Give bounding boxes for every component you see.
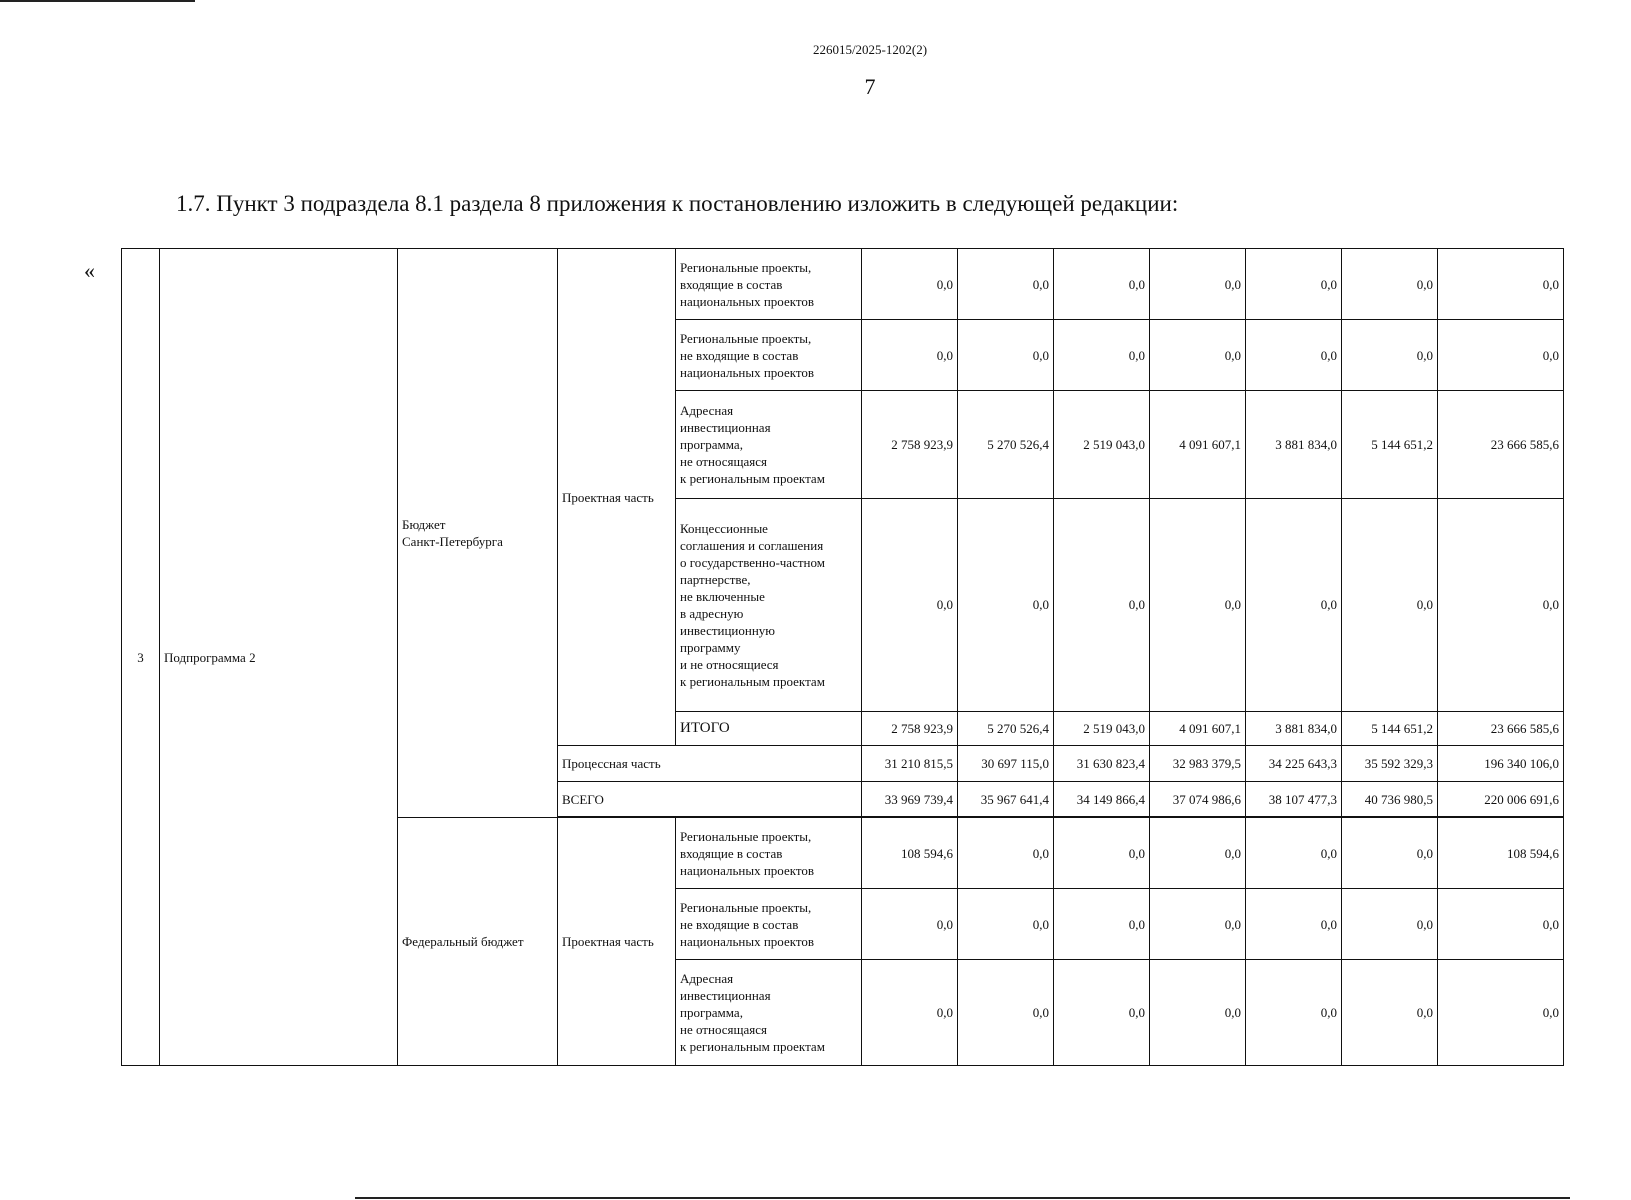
category-line: не относящаяся (680, 1022, 768, 1038)
budget-spb-line: Санкт-Петербурга (402, 534, 503, 550)
category-line: в адресную (680, 605, 744, 621)
category-line: программа, (680, 1005, 743, 1021)
category-line: соглашения и соглашения (680, 537, 824, 553)
value-cell: 0,0 (1342, 249, 1438, 320)
value-cell: 33 969 739,4 (862, 781, 958, 817)
value-cell: 5 144 651,2 (1342, 391, 1438, 499)
federal-project-part: Проектная часть (558, 818, 676, 1066)
scan-edge-bottom (355, 1197, 1570, 1199)
category-line: Региональные проекты, (680, 330, 812, 346)
value-cell: 0,0 (1438, 320, 1564, 391)
category-cell (676, 498, 862, 711)
total-label: ВСЕГО (558, 781, 862, 817)
value-cell: 4 091 607,1 (1150, 391, 1246, 499)
table-row (122, 249, 1564, 320)
category-line: Региональные проекты, (680, 828, 812, 844)
value-cell: 0,0 (1054, 498, 1150, 711)
category-cell (676, 320, 862, 391)
value-cell: 2 519 043,0 (1054, 391, 1150, 499)
value-cell: 0,0 (862, 249, 958, 320)
page-number: 7 (864, 74, 876, 99)
value-cell: 0,0 (958, 889, 1054, 960)
subtotal-label: ИТОГО (676, 711, 862, 746)
category-line: и не относящиеся (680, 656, 779, 672)
value-cell: 0,0 (1246, 498, 1342, 711)
value-cell: 0,0 (1054, 889, 1150, 960)
value-cell: 0,0 (1438, 249, 1564, 320)
value-cell: 0,0 (1246, 960, 1342, 1066)
category-line: Региональные проекты, (680, 259, 812, 275)
category-line: к региональным проектам (680, 673, 825, 689)
value-cell: 38 107 477,3 (1246, 781, 1342, 817)
value-cell: 0,0 (1150, 320, 1246, 391)
value-cell: 2 519 043,0 (1054, 711, 1150, 746)
value-cell: 196 340 106,0 (1438, 746, 1564, 782)
value-cell: 0,0 (1246, 818, 1342, 889)
value-cell: 0,0 (1150, 498, 1246, 711)
value-cell: 0,0 (1150, 889, 1246, 960)
category-line: национальных проектов (680, 364, 815, 380)
category-line: национальных проектов (680, 862, 815, 878)
budget-spb (398, 249, 558, 818)
category-line: инвестиционная (680, 419, 771, 435)
value-cell: 108 594,6 (1438, 818, 1564, 889)
value-cell: 3 881 834,0 (1246, 711, 1342, 746)
category-line: программа, (680, 436, 743, 452)
category-line: не входящие в состав (680, 347, 799, 363)
program-name: Подпрограмма 2 (160, 249, 398, 1066)
value-cell: 0,0 (958, 960, 1054, 1066)
value-cell: 3 881 834,0 (1246, 391, 1342, 499)
value-cell: 0,0 (1054, 818, 1150, 889)
value-cell: 0,0 (1054, 320, 1150, 391)
value-cell: 23 666 585,6 (1438, 391, 1564, 499)
value-cell: 32 983 379,5 (1150, 746, 1246, 782)
value-cell: 4 091 607,1 (1150, 711, 1246, 746)
value-cell: 0,0 (1438, 498, 1564, 711)
value-cell: 5 270 526,4 (958, 711, 1054, 746)
value-cell: 0,0 (958, 249, 1054, 320)
value-cell: 34 149 866,4 (1054, 781, 1150, 817)
category-line: Концессионные (680, 520, 768, 536)
budget-table (121, 248, 1564, 1066)
spb-project-part: Проектная часть (558, 249, 676, 746)
category-line: к региональным проектам (680, 1039, 825, 1055)
budget-federal: Федеральный бюджет (398, 818, 558, 1066)
value-cell: 0,0 (958, 320, 1054, 391)
category-line: не входящие в состав (680, 916, 799, 932)
scan-edge-top (0, 0, 195, 2)
value-cell: 2 758 923,9 (862, 391, 958, 499)
value-cell: 0,0 (1342, 320, 1438, 391)
value-cell: 23 666 585,6 (1438, 711, 1564, 746)
category-line: инвестиционную (680, 622, 776, 638)
value-cell: 0,0 (1246, 249, 1342, 320)
value-cell: 220 006 691,6 (1438, 781, 1564, 817)
category-line: Региональные проекты, (680, 899, 812, 915)
value-cell: 0,0 (862, 320, 958, 391)
category-cell (676, 818, 862, 889)
value-cell: 0,0 (1438, 889, 1564, 960)
category-line: инвестиционная (680, 988, 771, 1004)
category-line: о государственно-частном (680, 554, 825, 570)
value-cell: 2 758 923,9 (862, 711, 958, 746)
value-cell: 30 697 115,0 (958, 746, 1054, 782)
category-cell (676, 249, 862, 320)
value-cell: 40 736 980,5 (1342, 781, 1438, 817)
category-line: Адресная (680, 971, 734, 987)
category-line: к региональным проектам (680, 470, 825, 486)
value-cell: 0,0 (1342, 498, 1438, 711)
category-cell (676, 960, 862, 1066)
budget-spb-line: Бюджет (402, 517, 446, 533)
amendment-heading: 1.7. Пункт 3 подраздела 8.1 раздела 8 приложения к постановлению изложить в следующей редакции: (176, 191, 1179, 216)
value-cell: 0,0 (1150, 249, 1246, 320)
category-line: не включенные (680, 588, 765, 604)
value-cell: 0,0 (958, 498, 1054, 711)
value-cell: 0,0 (1342, 889, 1438, 960)
value-cell: 35 967 641,4 (958, 781, 1054, 817)
document-number: 226015/2025-1202(2) (812, 42, 928, 57)
value-cell: 37 074 986,6 (1150, 781, 1246, 817)
process-part-label: Процессная часть (558, 746, 862, 782)
row-number: 3 (122, 249, 160, 1066)
value-cell: 5 144 651,2 (1342, 711, 1438, 746)
category-line: не относящаяся (680, 453, 768, 469)
value-cell: 0,0 (958, 818, 1054, 889)
value-cell: 0,0 (1150, 818, 1246, 889)
value-cell: 0,0 (862, 889, 958, 960)
value-cell: 0,0 (862, 960, 958, 1066)
category-line: национальных проектов (680, 293, 815, 309)
opening-quote: « (84, 258, 95, 283)
value-cell: 0,0 (1342, 818, 1438, 889)
category-line: партнерстве, (680, 571, 751, 587)
value-cell: 0,0 (1054, 960, 1150, 1066)
value-cell: 0,0 (1342, 960, 1438, 1066)
category-cell (676, 391, 862, 499)
category-line: национальных проектов (680, 933, 815, 949)
value-cell: 35 592 329,3 (1342, 746, 1438, 782)
value-cell: 5 270 526,4 (958, 391, 1054, 499)
category-line: программу (680, 639, 741, 655)
category-line: входящие в состав (680, 845, 783, 861)
category-line: входящие в состав (680, 276, 783, 292)
value-cell: 0,0 (1054, 249, 1150, 320)
value-cell: 31 630 823,4 (1054, 746, 1150, 782)
value-cell: 0,0 (1438, 960, 1564, 1066)
value-cell: 0,0 (1246, 889, 1342, 960)
value-cell: 34 225 643,3 (1246, 746, 1342, 782)
value-cell: 0,0 (1150, 960, 1246, 1066)
value-cell: 0,0 (1246, 320, 1342, 391)
value-cell: 31 210 815,5 (862, 746, 958, 782)
value-cell: 108 594,6 (862, 818, 958, 889)
category-cell (676, 889, 862, 960)
category-line: Адресная (680, 402, 734, 418)
value-cell: 0,0 (862, 498, 958, 711)
